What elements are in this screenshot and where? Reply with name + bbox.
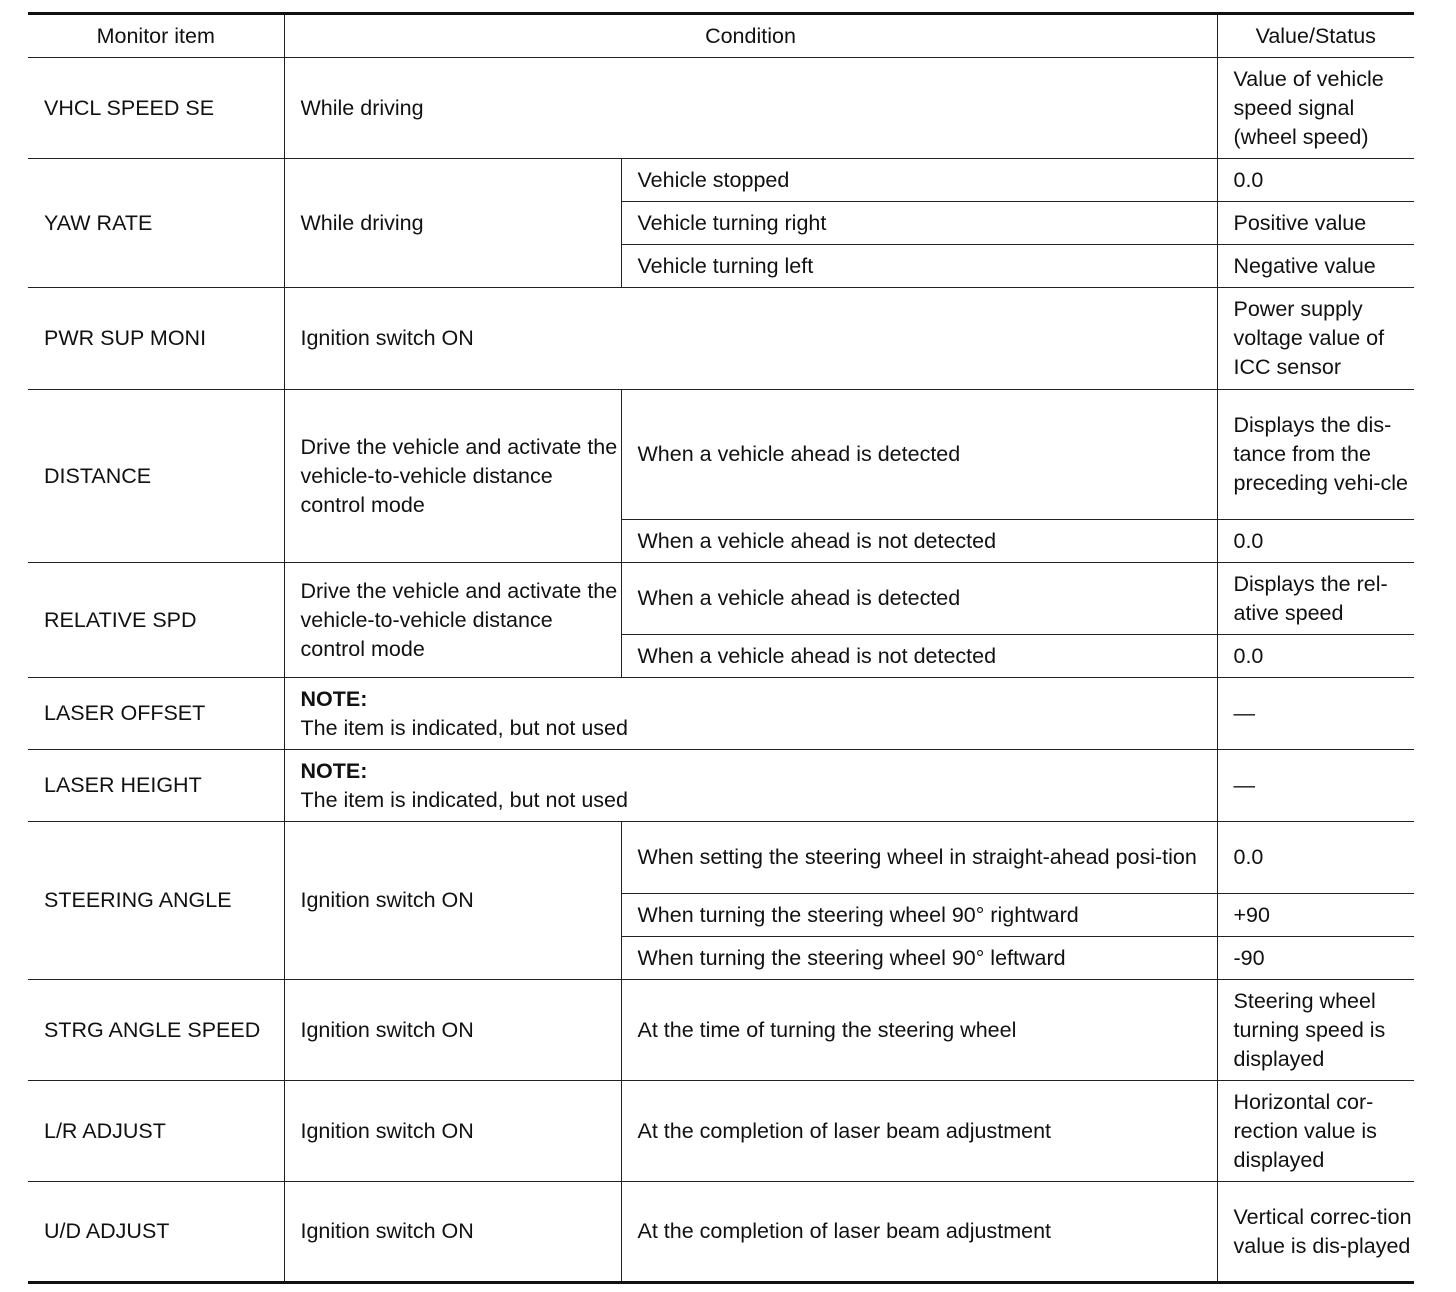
table-row xyxy=(28,159,1414,202)
table-row xyxy=(28,822,1414,894)
table-row xyxy=(28,678,1414,750)
sub-condition-cell: When a vehicle ahead is detected xyxy=(621,563,1217,635)
condition-cell: Ignition switch ON xyxy=(284,980,621,1081)
table-row xyxy=(28,563,1414,635)
monitor-item: DISTANCE xyxy=(28,390,284,563)
monitor-item: RELATIVE SPD xyxy=(28,563,284,678)
sub-condition-cell: When a vehicle ahead is not detected xyxy=(621,635,1217,678)
monitor-item-table xyxy=(28,12,1414,1284)
note-cell xyxy=(284,678,1217,750)
monitor-item: U/D ADJUST xyxy=(28,1182,284,1283)
sub-condition-cell: At the completion of laser beam adjustment xyxy=(621,1081,1217,1182)
note-text: The item is indicated, but not used xyxy=(300,787,628,812)
sub-condition-cell: Vehicle stopped xyxy=(621,159,1217,202)
value-cell: Displays the dis-tance from the preceding vehi-cle xyxy=(1217,390,1414,520)
monitor-item: LASER OFFSET xyxy=(28,678,284,750)
sub-condition-cell: At the time of turning the steering wheel xyxy=(621,980,1217,1081)
note-cell xyxy=(284,750,1217,822)
table-row xyxy=(28,288,1414,390)
sub-condition-cell: When a vehicle ahead is detected xyxy=(621,390,1217,520)
sub-condition-cell: Vehicle turning right xyxy=(621,202,1217,245)
condition-cell: While driving xyxy=(284,159,621,288)
condition-cell: Ignition switch ON xyxy=(284,822,621,980)
note-title: NOTE: xyxy=(300,686,368,711)
monitor-item: PWR SUP MONI xyxy=(28,288,284,390)
monitor-item: STRG ANGLE SPEED xyxy=(28,980,284,1081)
sub-condition-cell: Vehicle turning left xyxy=(621,245,1217,288)
header-monitor-item: Monitor item xyxy=(28,14,284,58)
value-cell: Vertical correc-tion value is dis-played xyxy=(1217,1182,1414,1283)
value-cell: +90 xyxy=(1217,894,1414,937)
monitor-item: LASER HEIGHT xyxy=(28,750,284,822)
value-cell: -90 xyxy=(1217,937,1414,980)
value-cell: 0.0 xyxy=(1217,520,1414,563)
table-row xyxy=(28,980,1414,1081)
value-cell: Horizontal cor-rection value is displayed xyxy=(1217,1081,1414,1182)
value-cell: — xyxy=(1217,750,1414,822)
value-cell: Positive value xyxy=(1217,202,1414,245)
monitor-item: STEERING ANGLE xyxy=(28,822,284,980)
table-row xyxy=(28,750,1414,822)
header-value-status: Value/Status xyxy=(1217,14,1414,58)
table-row xyxy=(28,58,1414,159)
table-row xyxy=(28,1182,1414,1283)
sub-condition-cell: When a vehicle ahead is not detected xyxy=(621,520,1217,563)
sub-condition-cell: When setting the steering wheel in straight-ahead posi-tion xyxy=(621,822,1217,894)
condition-cell: Drive the vehicle and activate the vehicle-to-vehicle distance control mode xyxy=(284,390,621,563)
condition-cell: Ignition switch ON xyxy=(284,288,1217,390)
monitor-item: VHCL SPEED SE xyxy=(28,58,284,159)
value-cell: 0.0 xyxy=(1217,822,1414,894)
value-cell: Negative value xyxy=(1217,245,1414,288)
monitor-item: L/R ADJUST xyxy=(28,1081,284,1182)
value-cell: Value of vehicle speed signal (wheel speed) xyxy=(1217,58,1414,159)
note-text: The item is indicated, but not used xyxy=(300,715,628,740)
header-condition: Condition xyxy=(284,14,1217,58)
monitor-item: YAW RATE xyxy=(28,159,284,288)
value-cell: Power supply voltage value of ICC sensor xyxy=(1217,288,1414,390)
condition-cell: Drive the vehicle and activate the vehicle-to-vehicle distance control mode xyxy=(284,563,621,678)
sub-condition-cell: When turning the steering wheel 90° rightward xyxy=(621,894,1217,937)
value-cell: — xyxy=(1217,678,1414,750)
note-title: NOTE: xyxy=(300,758,368,783)
table-row xyxy=(28,390,1414,520)
value-cell: Displays the rel-ative speed xyxy=(1217,563,1414,635)
header-row xyxy=(28,14,1414,58)
condition-cell: While driving xyxy=(284,58,1217,159)
value-cell: 0.0 xyxy=(1217,635,1414,678)
value-cell: 0.0 xyxy=(1217,159,1414,202)
value-cell: Steering wheel turning speed is displayed xyxy=(1217,980,1414,1081)
condition-cell: Ignition switch ON xyxy=(284,1182,621,1283)
sub-condition-cell: When turning the steering wheel 90° leftward xyxy=(621,937,1217,980)
table-row xyxy=(28,1081,1414,1182)
condition-cell: Ignition switch ON xyxy=(284,1081,621,1182)
sub-condition-cell: At the completion of laser beam adjustment xyxy=(621,1182,1217,1283)
